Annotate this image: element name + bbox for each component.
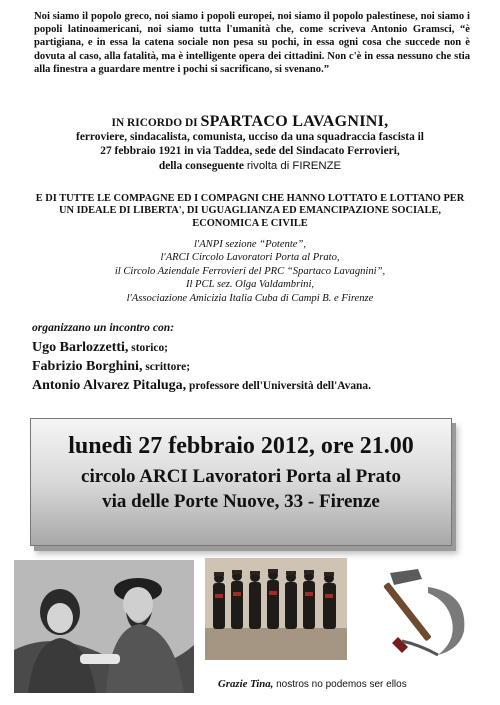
memorial-line-3-text: della conseguente xyxy=(158,159,244,172)
speaker-role: professore dell'Università dell'Avana. xyxy=(189,379,371,392)
companions-line-2: UN IDEALE DI LIBERTA', DI UGUAGLIANZA ED EMANCIPAZIONE SOCIALE, xyxy=(58,205,442,217)
caption-thanks: Grazie Tina, xyxy=(218,678,274,690)
revolutionaries-photo-drawing xyxy=(14,560,194,693)
caption xyxy=(218,678,407,690)
event-address: via delle Porte Nuove, 33 - Firenze xyxy=(102,491,380,512)
memorial-name: SPARTACO LAVAGNINI, xyxy=(200,113,389,130)
organize-label: organizzano un incontro con: xyxy=(32,321,175,334)
hammer-and-sickle-icon xyxy=(368,563,478,659)
organizer-item: l'Associazione Amicizia Italia Cuba di Campi B. e Firenze xyxy=(126,292,374,304)
memorial-line-3-revolt: rivolta di FIRENZE xyxy=(246,159,342,172)
speaker-role: storico; xyxy=(131,342,168,354)
speaker-item xyxy=(32,358,482,377)
speaker-name: Antonio Alvarez Pitaluga, xyxy=(32,377,187,393)
organizer-item: il Circolo Aziendale Ferrovieri del PRC “Spartaco Lavagnini”, xyxy=(114,265,386,277)
memorial-heading xyxy=(30,115,470,130)
companions-line-1: E DI TUTTE LE COMPAGNE ED I COMPAGNI CHE HANNO LOTTATO E LOTTANO PER xyxy=(35,193,465,204)
event-venue: circolo ARCI Lavoratori Porta al Prato xyxy=(81,466,401,487)
memorial-line-3 xyxy=(30,159,470,173)
gramsci-quote: Noi siamo il popolo greco, noi siamo i popoli europei, noi siamo il popolo palestinese, noi siamo i popoli latinoamericani, noi siamo tutta l'umanità che, come scriveva Antonio Gramsci, “è partigiana, e in essa la catena sociale non pesa su pochi, in essa ogni cosa che succede non è dovuta al caso, alla fatalità, ma è intelligente opera dei cittadini. Non c'è in essa nessuno che stia alla finestra a guardare mentre i pochi si sacrificano, si svenano.” xyxy=(34,11,470,75)
caption-motto: nostros no podemos ser ellos xyxy=(276,679,407,690)
speaker-role: scrittore; xyxy=(145,360,191,373)
memorial-line-2: 27 febbraio 1921 in via Taddea, sede del Sindacato Ferrovieri, xyxy=(100,145,400,158)
revolutionaries-photo xyxy=(14,560,194,693)
event-date-time: lunedì 27 febbraio 2012, ore 21.00 xyxy=(68,433,414,459)
organizer-item: l'ARCI Circolo Lavoratori Porta al Prato, xyxy=(160,252,340,264)
speaker-item xyxy=(32,377,482,396)
event-banner xyxy=(30,418,452,546)
companions-line-3: ECONOMICA E CIVILE xyxy=(192,217,308,229)
memorial-prefix: IN RICORDO DI xyxy=(111,117,198,129)
railway-workers-photo-drawing xyxy=(205,558,347,660)
speaker-name: Ugo Barlozzetti, xyxy=(32,340,129,355)
speaker-name: Fabrizio Borghini, xyxy=(32,358,143,374)
railway-workers-photo xyxy=(205,558,347,660)
organizers-list xyxy=(60,238,440,305)
companions-dedication xyxy=(28,193,472,230)
organizer-item: l'ANPI sezione “Potente”, xyxy=(193,239,306,250)
organizer-item: Il PCL sez. Olga Valdambrini, xyxy=(185,279,315,291)
speakers-list xyxy=(32,339,482,395)
speaker-item xyxy=(32,339,482,358)
hammer-and-sickle-drawing xyxy=(368,563,478,659)
memorial-section xyxy=(30,115,470,173)
memorial-line-1: ferroviere, sindacalista, comunista, ucciso da una squadraccia fascista il xyxy=(76,131,424,144)
